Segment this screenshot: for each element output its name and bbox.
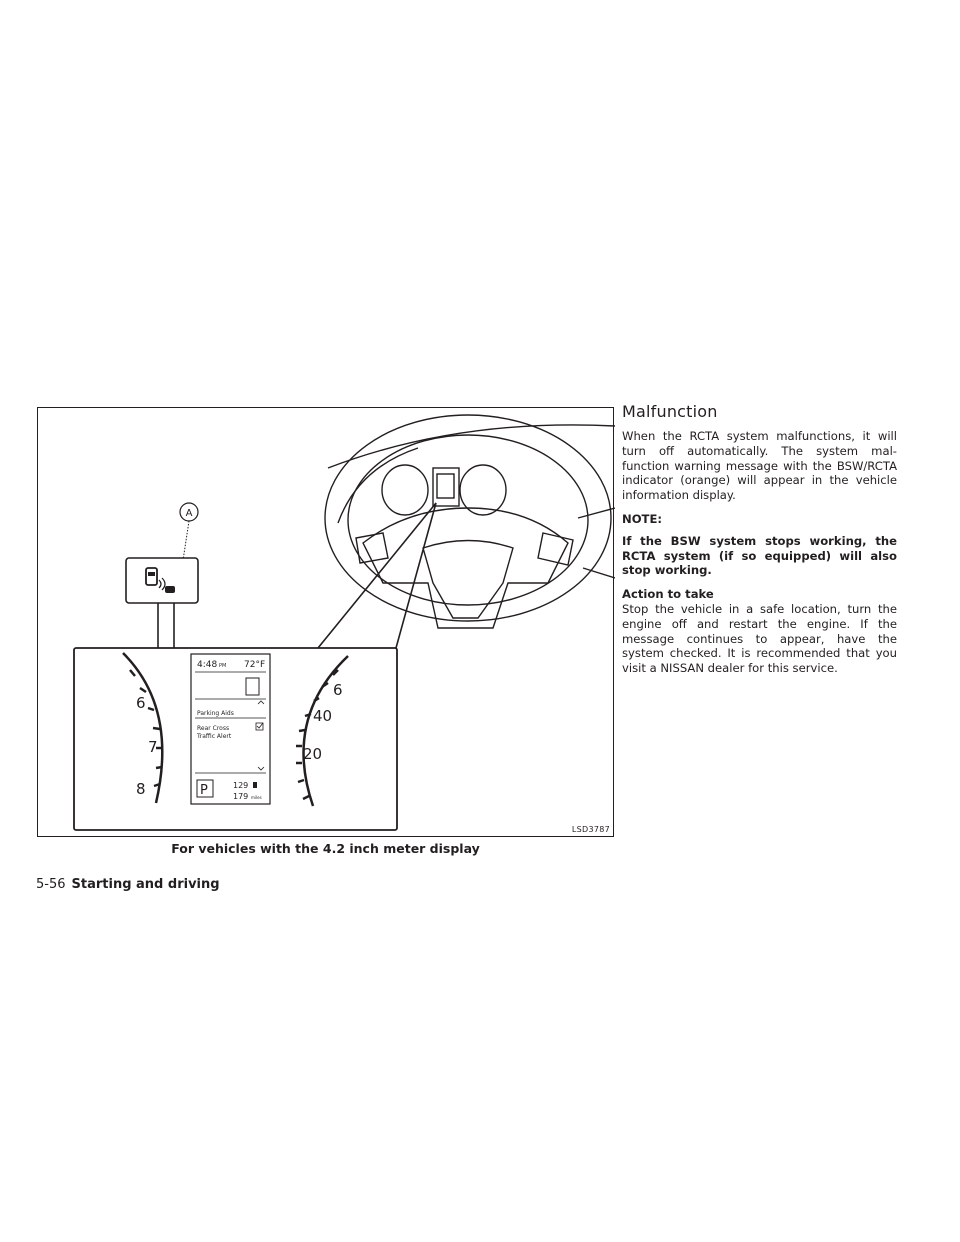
display-odometer: 179 [233, 792, 249, 801]
figure-caption: For vehicles with the 4.2 inch meter display [171, 841, 480, 856]
display-ampm: PM [219, 663, 227, 669]
display-item-line2: Traffic Alert [197, 733, 232, 740]
center-display-inner [437, 474, 454, 498]
page-number: 5-56 [36, 877, 66, 892]
action-text: Stop the vehicle in a safe location, turn the engine off and restart the engine. If the message continues to appear, have the system checked. It is recommended that you visit a NISSAN dealer for this service. [622, 601, 897, 676]
steering-wheel-inner [348, 435, 588, 605]
speedo-label-40: 40 [313, 707, 333, 725]
display-item-line1: Rear Cross [197, 725, 230, 732]
display-temp: 72°F [244, 660, 266, 670]
right-controls [538, 533, 573, 565]
action-heading: Action to take [622, 587, 714, 602]
dashboard-illustration [38, 408, 615, 838]
tach-label-7: 7 [148, 738, 158, 756]
display-odo-unit: miles [251, 795, 262, 800]
text-column [622, 402, 897, 685]
illustration-figure [37, 407, 614, 837]
display-gear: P [200, 783, 208, 798]
display-time: 4:48 [197, 660, 218, 670]
section-title: Starting and driving [71, 877, 220, 892]
display-range: 129 [233, 781, 249, 790]
steering-wheel-outer [325, 415, 611, 621]
vehicle-info-display [191, 654, 270, 804]
tach-label-8: 8 [136, 780, 146, 798]
speedo-label-6: 6 [333, 681, 343, 699]
note-label: NOTE: [622, 511, 663, 526]
note-text: If the BSW system stops working, the RCTA system (if so equipped) will also stop working. [622, 533, 897, 578]
indicator-zoom-box [126, 558, 198, 603]
callout-label: A [185, 508, 193, 519]
steering-hub [363, 508, 568, 628]
fuel-icon [253, 782, 257, 788]
display-menu-title: Parking Aids [197, 710, 234, 717]
figure-code: LSD3787 [571, 825, 610, 834]
left-gauge [382, 465, 428, 515]
page-footer [36, 877, 220, 892]
tach-label-6: 6 [136, 694, 146, 712]
section-heading: Malfunction [622, 402, 718, 421]
malfunction-paragraph: When the RCTA system malfunctions, it will turn off automatically. The system mal-function warning message with the BSW/RCTA indicator (orange) will appear in the vehicle information display. [622, 429, 897, 503]
speedo-label-20: 20 [303, 745, 323, 763]
